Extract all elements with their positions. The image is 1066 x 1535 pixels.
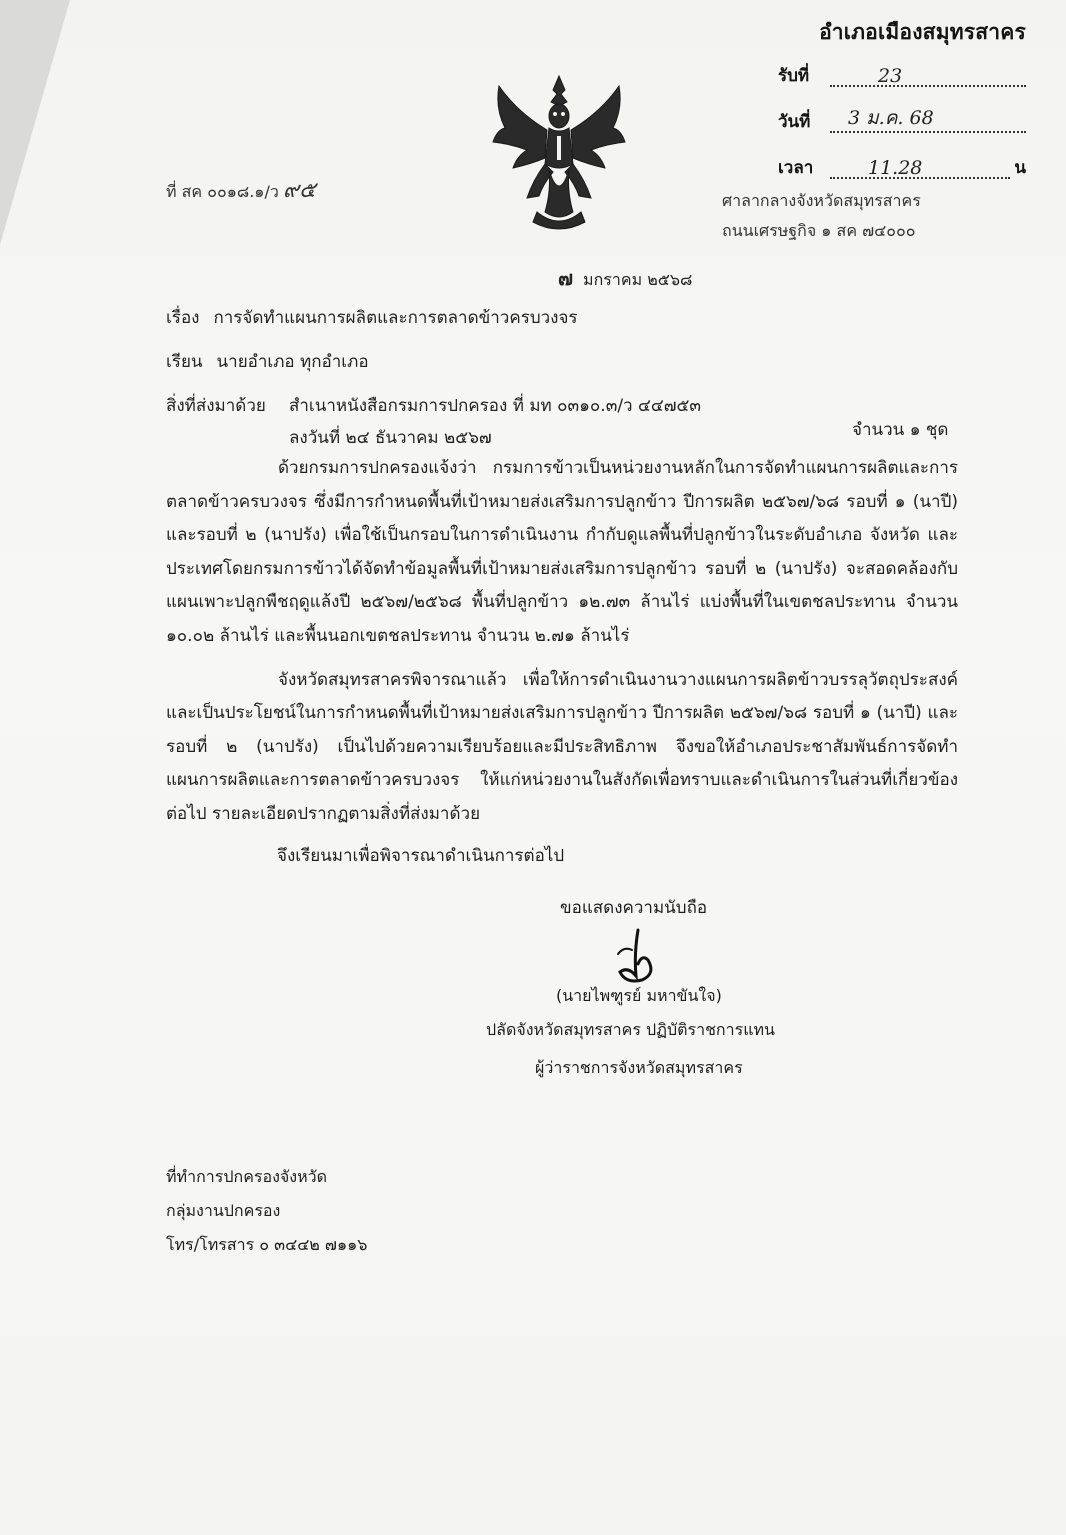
signer-name: (นายไพฑูรย์ มหาขันใจ)	[556, 986, 722, 1005]
subject-text: การจัดทำแผนการผลิตและการตลาดข้าวครบวงจร	[213, 308, 578, 328]
footer-contact	[166, 1160, 367, 1262]
stamp-time-unit: น	[1014, 158, 1026, 178]
letter-body	[166, 452, 958, 842]
recipient-label: เรียน	[166, 352, 203, 372]
document-number-text: ที่ สค ๐๐๑๘.๑/ว	[166, 182, 279, 201]
signer-position-1: ปลัดจังหวัดสมุทรสาคร ปฏิบัติราชการแทน	[486, 1020, 775, 1039]
footer-phone: โทร/โทรสาร ๐ ๓๔๔๒ ๗๑๑๖	[166, 1235, 368, 1254]
enclosure-date: ลงวันที่ ๒๔ ธันวาคม ๒๕๖๗	[289, 428, 492, 448]
enclosure-text: สำเนาหนังสือกรมการปกครอง ที่ มท ๐๓๑๐.๓/ว ๔๔๗๕๓	[289, 396, 702, 416]
garuda-emblem-icon	[487, 72, 632, 232]
stamp-title: อำเภอเมืองสมุทรสาคร	[819, 20, 1026, 44]
document-date	[558, 262, 692, 294]
stamp-received-row	[766, 57, 1026, 95]
document-number-handwritten: ๙๕	[282, 178, 316, 203]
enclosure-line	[166, 392, 266, 419]
sender-address	[722, 186, 921, 246]
stamp-date-row	[766, 103, 1026, 141]
footer-office: ที่ทำการปกครองจังหวัด	[166, 1167, 328, 1186]
stamp-received-number: 23	[878, 65, 903, 87]
recipient-line	[166, 348, 369, 375]
date-day: ๗	[558, 266, 574, 290]
enclosure-label: สิ่งที่ส่งมาด้วย	[166, 396, 266, 416]
stamp-date-value: 3 ม.ค. 68	[848, 107, 934, 129]
recipient-text: นายอำเภอ ทุกอำเภอ	[216, 352, 369, 372]
footer-division: กลุ่มงานปกครอง	[166, 1201, 281, 1220]
signer-position-2: ผู้ว่าราชการจังหวัดสมุทรสาคร	[535, 1058, 743, 1077]
regards-text: ขอแสดงความนับถือ	[560, 898, 708, 918]
dotted-line	[830, 85, 1026, 87]
receipt-stamp	[766, 16, 1026, 187]
stamp-received-label: รับที่	[778, 66, 810, 86]
body-paragraph-1: ด้วยกรมการปกครองแจ้งว่า กรมการข้าวเป็นหน่วยงานหลักในการจัดทำแผนการผลิตและการตลาดข้าวครบวงจร ซึ่งมีการกำหนดพื้นที่เป้าหมายส่งเสริมการปลูกข้าว ปีการผลิต ๒๕๖๗/๖๘ รอบที่ ๑ (นาปี) และรอบที่ ๒ (นาปรัง) เพื่อใช้เป็นกรอบในการดำเนินงาน กำกับดูแลพื้นที่ปลูกข้าวในระดับอำเภอ จังหวัด และประเทศโดยกรมการข้าวได้จัดทำข้อมูลพื้นที่เป้าหมายส่งเสริมการปลูกข้าว รอบที่ ๒ (นาปรัง) จะสอดคล้องกับแผนเพาะปลูกพืชฤดูแล้งปี ๒๕๖๗/๒๕๖๘ พื้นที่ปลูกข้าว ๑๒.๗๓ ล้านไร่ แบ่งพื้นที่ในเขตชลประทาน จำนวน ๑๐.๐๒ ล้านไร่ และพื้นนอกเขตชลประทาน จำนวน ๒.๗๑ ล้านไร่	[166, 458, 958, 646]
stamp-date-label: วันที่	[778, 112, 811, 132]
document-number	[166, 172, 316, 207]
closing-sentence: จึงเรียนมาเพื่อพิจารณาดำเนินการต่อไป	[277, 846, 565, 866]
date-month-year: มกราคม ๒๕๖๘	[583, 270, 693, 289]
enclosure-quantity: จำนวน ๑ ชุด	[852, 420, 949, 440]
address-line-1: ศาลากลางจังหวัดสมุทรสาคร	[722, 191, 921, 210]
subject-line	[166, 304, 578, 331]
stamp-time-value: 11.28	[868, 157, 923, 179]
subject-label: เรื่อง	[166, 308, 200, 328]
address-line-2: ถนนเศรษฐกิจ ๑ สค ๗๔๐๐๐	[722, 221, 916, 240]
folded-corner	[0, 0, 70, 245]
body-paragraph-2: จังหวัดสมุทรสาครพิจารณาแล้ว เพื่อให้การดำเนินงานวางแผนการผลิตข้าวบรรลุวัตถุประสงค์และเป็นประโยชน์ในการกำหนดพื้นที่เป้าหมายส่งเสริมการปลูกข้าว ปีการผลิต ๒๕๖๗/๖๘ รอบที่ ๑ (นาปี) และรอบที่ ๒ (นาปรัง) เป็นไปด้วยความเรียบร้อยและมีประสิทธิภาพ จึงขอให้อำเภอประชาสัมพันธ์การจัดทำแผนการผลิตและการตลาดข้าวครบวงจร ให้แก่หน่วยงานในสังกัดเพื่อทราบและดำเนินการในส่วนที่เกี่ยวข้องต่อไป รายละเอียดปรากฏตามสิ่งที่ส่งมาด้วย	[166, 669, 958, 824]
stamp-time-label: เวลา	[778, 158, 814, 178]
stamp-time-row	[766, 149, 1026, 187]
